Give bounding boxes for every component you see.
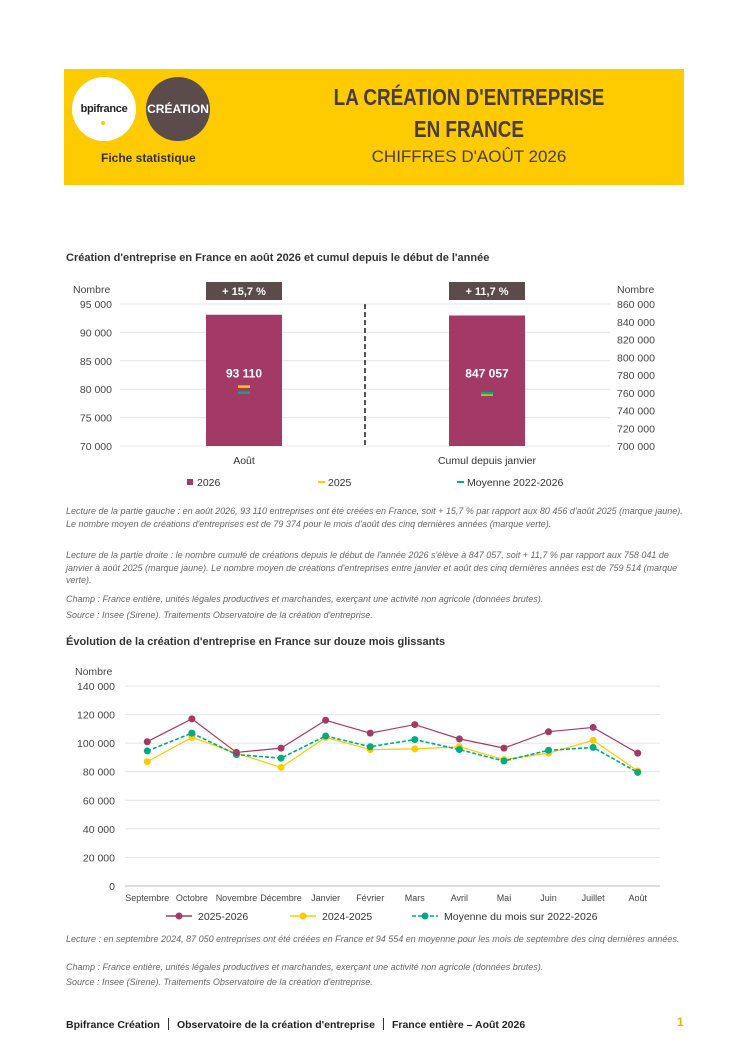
header-banner (64, 69, 684, 185)
right-axis-tick-label: 860 000 (617, 299, 655, 311)
creation-logo-text: CRÉATION (147, 102, 209, 116)
footer-separator (383, 1018, 384, 1030)
x-axis-tick-label: Février (356, 893, 385, 903)
chart1-note-champ: Champ : France entière, unités légales productives et marchandes, exerçant une activité non agricole (données brutes). (66, 594, 544, 604)
x-axis-tick-label: Octobre (175, 893, 208, 903)
legend-label: 2024-2025 (322, 911, 373, 923)
data-point (188, 715, 195, 722)
bpifrance-logo-text: bpifrance (80, 103, 128, 115)
data-point (500, 758, 507, 765)
page-subtitle: CHIFFRES D'AOÛT 2026 (371, 147, 567, 166)
legend-label: 2025 (328, 477, 352, 489)
legend-marker (176, 913, 183, 920)
chart2-title: Évolution de la création d'entreprise en France sur douze mois glissants (66, 636, 446, 648)
right-axis-title: Nombre (617, 284, 655, 296)
data-point (322, 717, 329, 724)
chart2-note-source: Source : Insee (Sirene). Traitements Observatoire de la création d'entreprise. (66, 977, 373, 987)
y-axis-tick-label: 0 (109, 881, 115, 893)
data-point (456, 746, 463, 753)
x-axis-tick-label: Août (628, 893, 647, 903)
footer-observatory: Observatoire de la création d'entreprise (176, 1019, 375, 1031)
data-point (634, 769, 641, 776)
legend-label: Moyenne 2022-2026 (467, 477, 564, 489)
right-change-label: + 11,7 % (465, 286, 509, 298)
chart2-note-champ: Champ : France entière, unités légales productives et marchandes, exerçant une activité non agricole (données brutes). (66, 962, 544, 972)
legend-label: 2026 (197, 477, 221, 489)
data-point (278, 764, 285, 771)
fiche-label: Fiche statistique (101, 151, 196, 165)
series-line-2 (147, 733, 637, 772)
left-axis-tick-label: 85 000 (79, 355, 112, 368)
y-axis-tick-label: 100 000 (77, 738, 115, 751)
y-axis-tick-label: 120 000 (77, 709, 115, 722)
left-axis-tick-label: 90 000 (79, 327, 112, 340)
chart1-note-source: Source : Insee (Sirene). Traitements Observatoire de la création d'entreprise. (66, 610, 373, 620)
data-point (590, 737, 597, 744)
data-point (233, 749, 240, 756)
chart2-line-chart (0, 660, 750, 930)
data-point (411, 721, 418, 728)
data-point (367, 743, 374, 750)
legend-label: Moyenne du mois sur 2022-2026 (444, 911, 598, 923)
x-axis-tick-label: Janvier (311, 893, 341, 903)
x-axis-tick-label: Septembre (125, 893, 170, 903)
left-axis-tick-label: 95 000 (79, 299, 112, 311)
x-axis-tick-label: Avril (450, 893, 469, 903)
x-axis-tick-label: Mai (496, 893, 512, 903)
y-axis-title: Nombre (75, 666, 113, 678)
data-point (590, 744, 597, 751)
left-category-label: Août (233, 455, 255, 467)
right-axis-tick-label: 840 000 (617, 316, 655, 329)
x-axis-tick-label: Novembre (215, 893, 258, 903)
y-axis-tick-label: 80 000 (82, 766, 115, 779)
chart1-title: Création d'entreprise en France en août 2026 et cumul depuis le début de l'année (66, 252, 490, 264)
chart2-note-lecture: Lecture : en septembre 2024, 87 050 entreprises ont été créées en France et 94 554 en moyenne pour les mois de septembre des cinq dernières années. (66, 934, 680, 944)
data-point (411, 745, 418, 752)
right-axis-tick-label: 820 000 (617, 334, 655, 347)
right-category-label: Cumul depuis janvier (437, 455, 537, 467)
title-line-2: EN FRANCE (413, 116, 525, 142)
left-axis-tick-label: 75 000 (79, 412, 112, 425)
legend-label: 2025-2026 (198, 911, 249, 923)
left-axis-tick-label: 70 000 (79, 441, 112, 453)
left-axis-title: Nombre (73, 284, 111, 296)
chart1-note-right: Lecture de la partie droite : le nombre cumulé de créations depuis le début de l'année 2026 s'élève à 847 057, soit + 11,7 % par rapport aux 758 041 de janvier à août 2025 (marque jaune). Le nombre moyen de créations d'entreprises entre janvier et août des cinq dernières années est de 759 514 (marque verte). (66, 550, 678, 585)
y-axis-tick-label: 140 000 (77, 681, 115, 693)
page-title (301, 81, 637, 145)
data-point (634, 750, 641, 757)
footer-brand: Bpifrance Création (66, 1019, 160, 1031)
right-axis-tick-label: 700 000 (617, 441, 655, 453)
data-point (322, 733, 329, 740)
right-axis-tick-label: 800 000 (617, 352, 655, 365)
x-axis-tick-label: Mars (404, 893, 425, 903)
data-point (545, 747, 552, 754)
title-line-1: LA CRÉATION D'ENTREPRISE (333, 84, 605, 110)
right-axis-tick-label: 740 000 (617, 405, 655, 418)
creation-logo (146, 77, 210, 141)
data-point (278, 745, 285, 752)
left-axis-tick-label: 80 000 (79, 384, 112, 397)
page-number: 1 (677, 1015, 684, 1029)
data-point (500, 745, 507, 752)
logo-dot-icon (101, 121, 105, 125)
chart1-note-left: Lecture de la partie gauche : en août 2026, 93 110 entreprises ont été créées en France, soit + 15,7 % par rapport aux 80 456 d'août 2025 (marque jaune). Le nombre moyen de créations d'entreprises est de 79 374 pour le mois d'août des cinq dernières années (marque verte). (66, 506, 683, 529)
data-point (590, 724, 597, 731)
footer-scope: France entière – Août 2026 (391, 1019, 526, 1031)
data-point (411, 736, 418, 743)
chart1-bar-chart (0, 270, 750, 495)
legend-marker (422, 913, 429, 920)
right-axis-tick-label: 720 000 (617, 423, 655, 436)
legend-marker (300, 913, 307, 920)
data-point (144, 738, 151, 745)
data-point (278, 755, 285, 762)
y-axis-tick-label: 20 000 (82, 852, 115, 865)
left-change-label: + 15,7 % (222, 286, 266, 298)
x-axis-tick-label: Juin (540, 893, 557, 903)
legend-swatch (187, 479, 193, 485)
bpifrance-logo (72, 77, 136, 141)
data-point (144, 747, 151, 754)
x-axis-tick-label: Juillet (581, 893, 605, 903)
left-data-label: 93 110 (225, 366, 263, 381)
data-point (367, 730, 374, 737)
right-data-label: 847 057 (465, 366, 509, 381)
right-axis-tick-label: 760 000 (617, 387, 655, 400)
data-point (188, 730, 195, 737)
data-point (144, 758, 151, 765)
data-point (456, 735, 463, 742)
footer (66, 1018, 525, 1031)
y-axis-tick-label: 60 000 (82, 795, 115, 808)
footer-separator (168, 1018, 169, 1030)
right-axis-tick-label: 780 000 (617, 370, 655, 382)
x-axis-tick-label: Décembre (260, 893, 302, 903)
y-axis-tick-label: 40 000 (82, 823, 115, 836)
data-point (545, 728, 552, 735)
